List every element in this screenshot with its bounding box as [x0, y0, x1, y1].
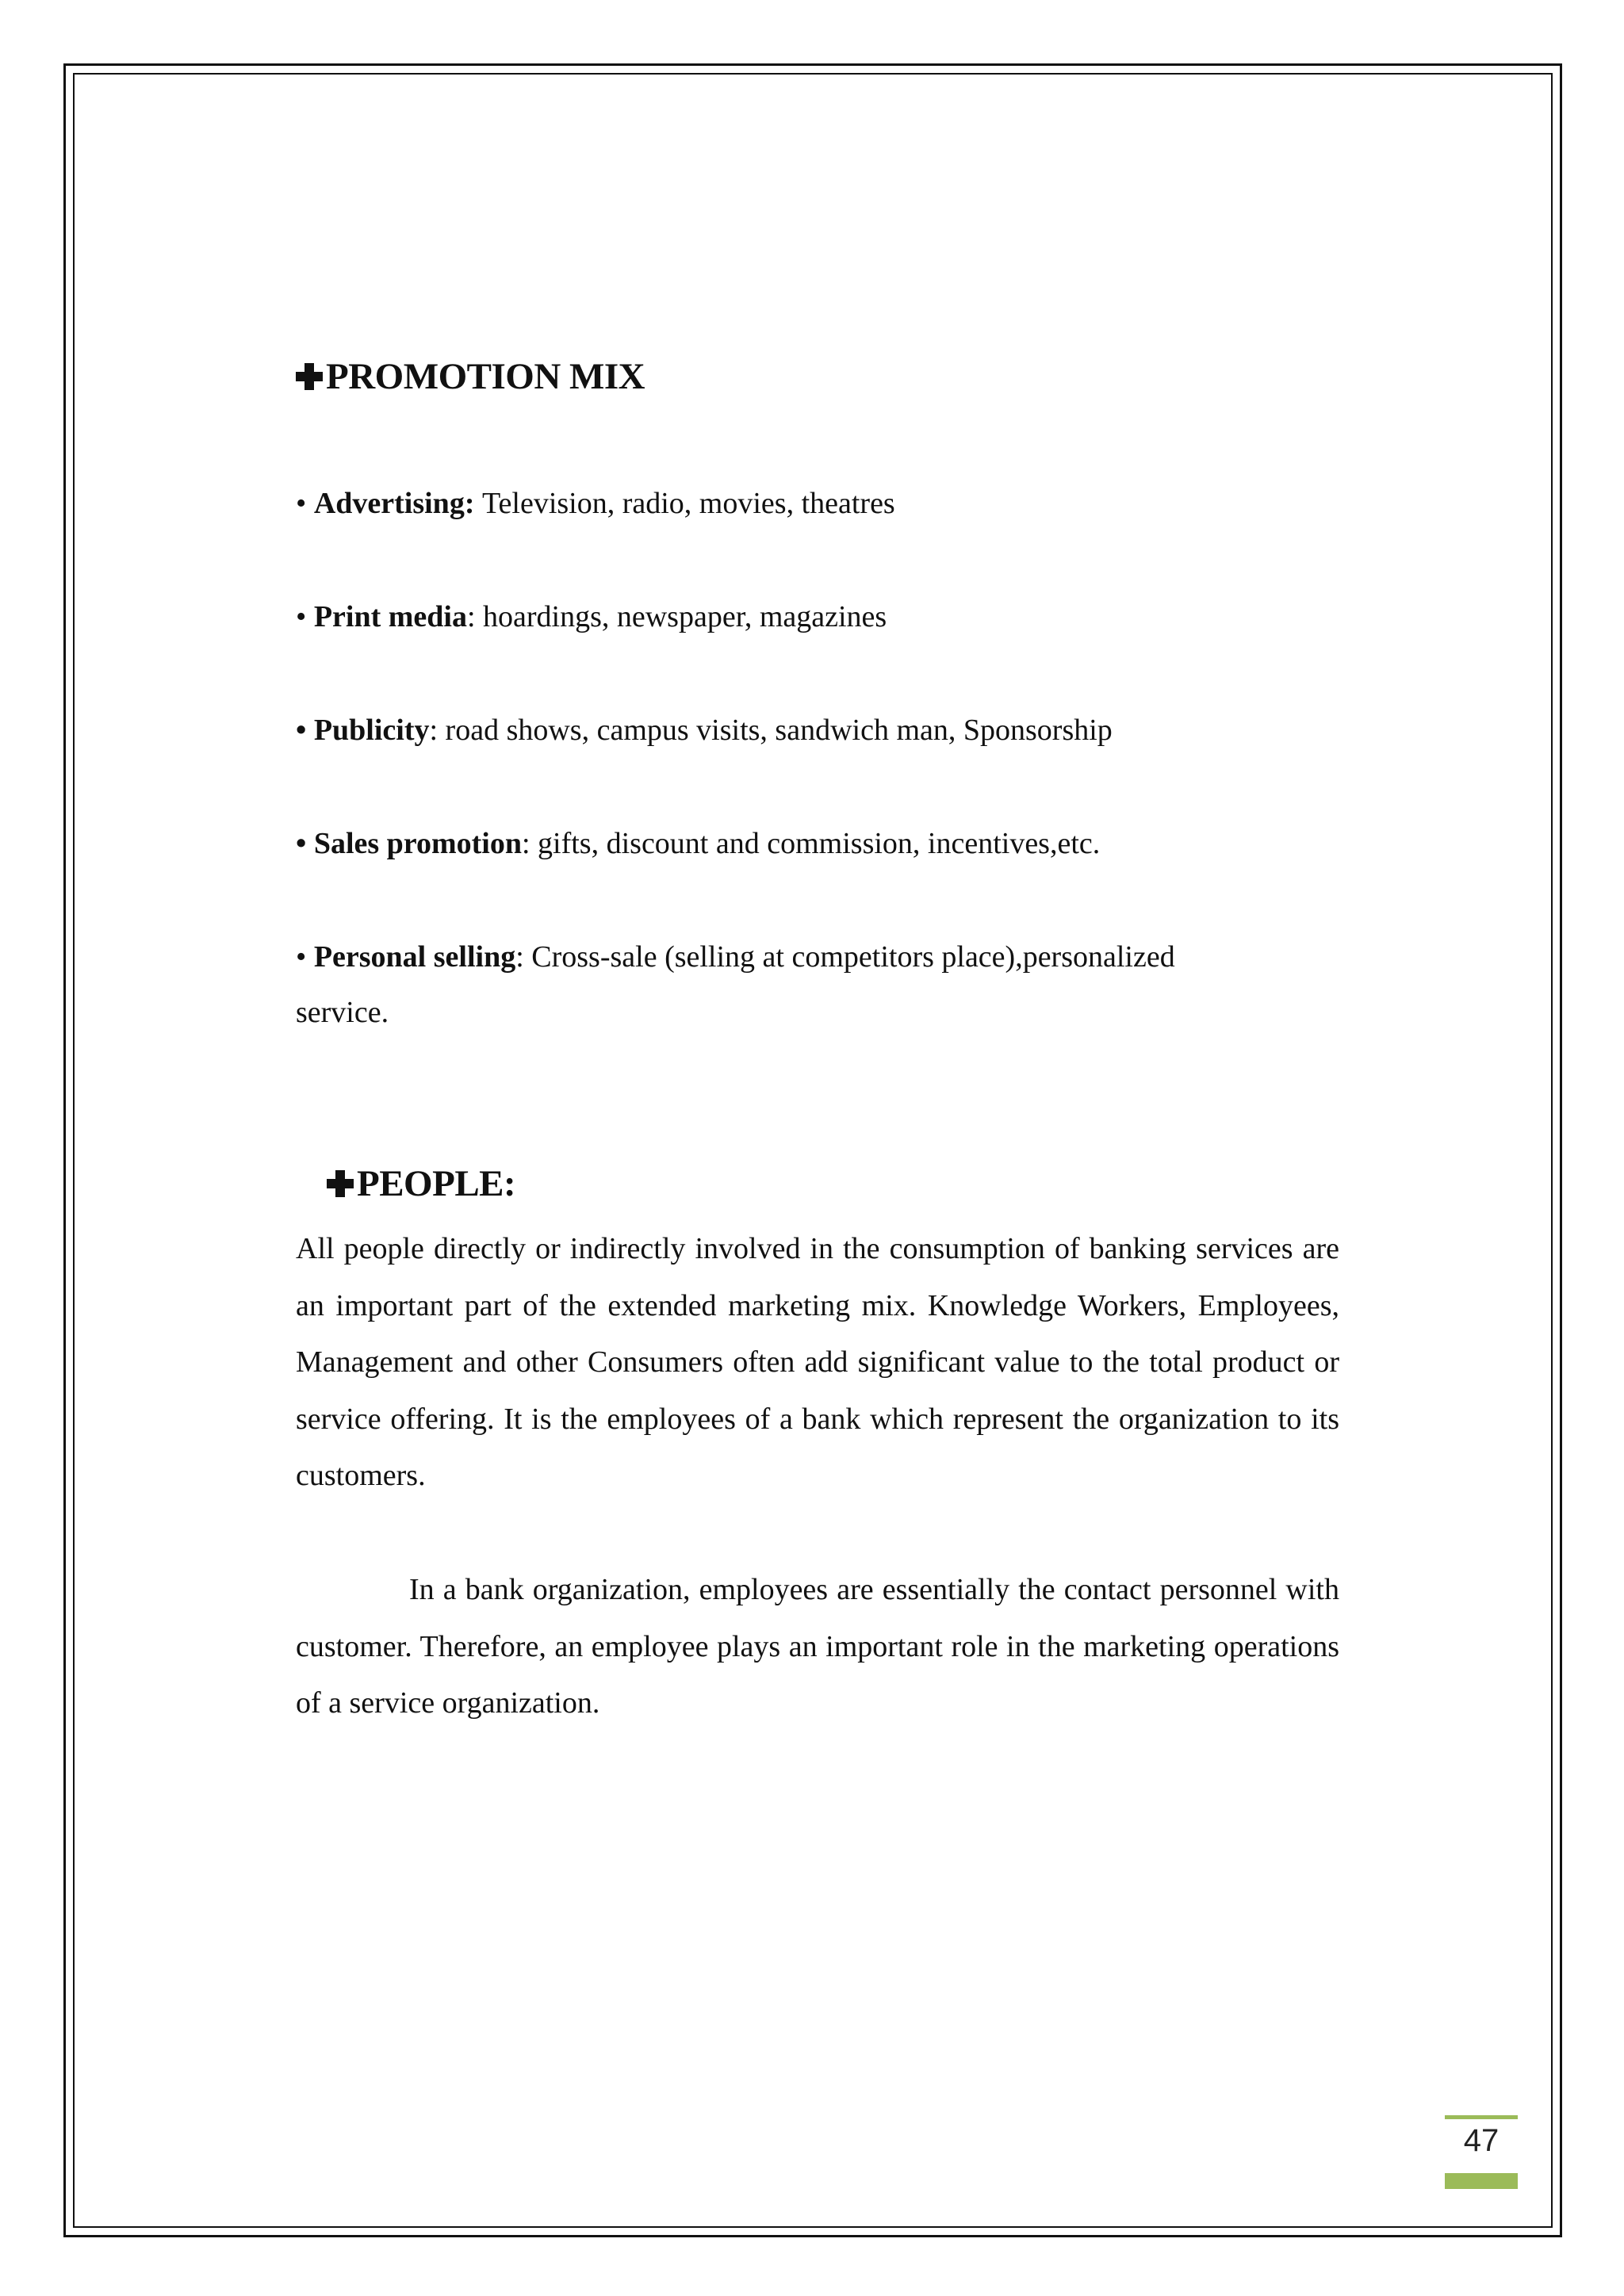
bullet-text-continuation: service. [296, 996, 389, 1029]
bullet-label: Print media [313, 600, 467, 633]
promotion-mix-heading [296, 358, 645, 396]
people-paragraph-1: All people directly or indirectly involved in the consumption of banking services are an important part of the extended marketing mix. Knowledge Workers, Employees, Management and other Consumers often add significant value to the total product or service offering. It is the employees of a bank which represent the organization to its customers. [296, 1232, 1339, 1492]
bullet-label: Personal selling [313, 940, 516, 974]
bullet-text: : hoardings, newspaper, magazines [466, 600, 887, 633]
bullet-text: : road shows, campus visits, sandwich man, Sponsorship [429, 714, 1113, 747]
bullet-label: Advertising: [313, 487, 475, 520]
bullet-dot: • [296, 827, 314, 860]
bullet-label: Publicity [313, 714, 430, 747]
bullet-dot: • [296, 940, 314, 974]
bullet-personal-selling-continuation [296, 985, 389, 1040]
bullet-dot: • [296, 600, 314, 633]
page-number: 47 [1463, 2123, 1500, 2158]
bullet-advertising [296, 476, 895, 531]
bullet-text: Television, radio, movies, theatres [481, 487, 895, 520]
bullet-text: : Cross-sale (selling at competitors place),personalized [515, 940, 1175, 974]
page-border-inner [73, 73, 1553, 2228]
bullet-print-media [296, 589, 887, 645]
bullet-sales-promotion [296, 816, 1100, 871]
people-heading [327, 1165, 515, 1203]
bullet-publicity [296, 702, 1113, 758]
people-heading-text: PEOPLE: [357, 1163, 516, 1204]
bullet-personal-selling [296, 929, 1175, 985]
bullet-dot: • [296, 714, 314, 747]
cross-icon [296, 363, 323, 390]
people-paragraph-2: In a bank organization, employees are essentially the contact personnel with customer. Therefore, an employee plays an important role in the marketing operations of a service organization. [296, 1573, 1339, 1720]
cross-icon [327, 1170, 354, 1197]
bullet-text: : gifts, discount and commission, incentives,etc. [521, 827, 1101, 860]
bullet-dot: • [296, 487, 314, 520]
page-number-accent-bar [1445, 2173, 1518, 2189]
bullet-label: Sales promotion [313, 827, 522, 860]
promotion-mix-heading-text: PROMOTION MIX [326, 356, 645, 397]
